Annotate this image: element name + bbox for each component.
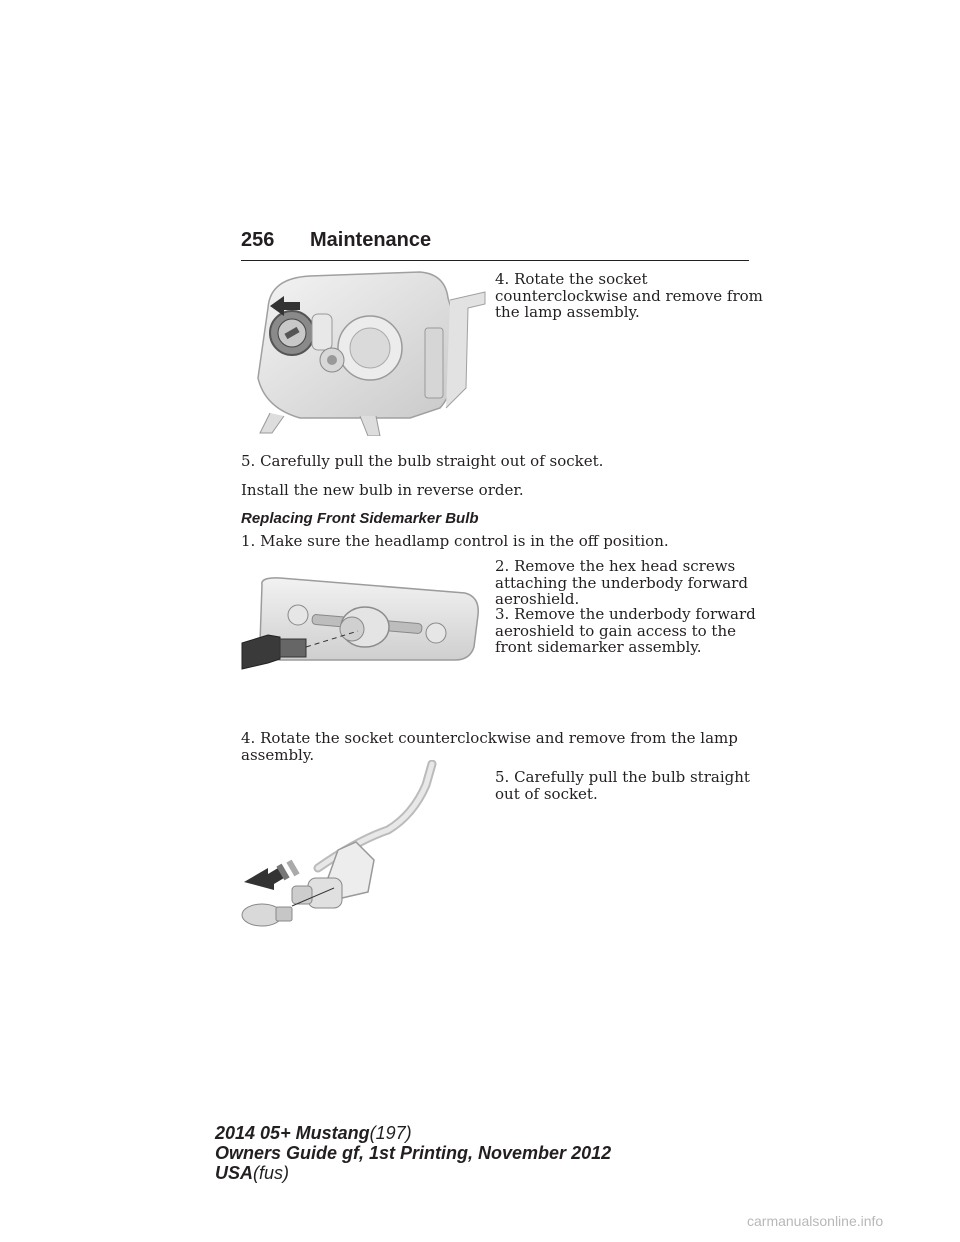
- watermark: carmanualsonline.info: [747, 1213, 884, 1229]
- header-rule: [241, 260, 749, 261]
- footer-market: USA: [215, 1163, 254, 1183]
- sidemarker-lamp-illustration: [240, 575, 490, 680]
- step5-pull-bulb: 5. Carefully pull the bulb straight out of socket.: [241, 452, 604, 470]
- step3-remove-aeroshield: 3. Remove the underbody forward aeroshield to gain access to the front sidemarker assembly.: [495, 605, 756, 656]
- step4-rotate-socket: 4. Rotate the socket counterclockwise and remove from the lamp assembly.: [495, 270, 763, 321]
- footer-market-code: (fus): [253, 1163, 290, 1183]
- step1-headlamp-off: 1. Make sure the headlamp control is in the off position.: [241, 532, 669, 550]
- step5-pull-bulb-b: 5. Carefully pull the bulb straight out of socket.: [495, 768, 750, 803]
- install-instruction: Install the new bulb in reverse order.: [241, 481, 524, 499]
- headlamp-socket-illustration: [240, 268, 490, 436]
- footer-guide: Owners Guide gf, 1st Printing, November 2012: [215, 1143, 612, 1163]
- page-number: 256: [241, 229, 275, 251]
- footer-model: 2014 05+ Mustang: [215, 1123, 370, 1143]
- step2-remove-screws: 2. Remove the hex head screws attaching the underbody forward aeroshield.: [495, 557, 748, 608]
- bulb-socket-illustration: [238, 760, 488, 935]
- section-title: Maintenance: [310, 229, 432, 251]
- page-header: [241, 228, 749, 262]
- subheading: Replacing Front Sidemarker Bulb: [241, 510, 479, 527]
- step4-rotate-socket-b: 4. Rotate the socket counterclockwise and remove from the lamp assembly.: [241, 729, 738, 764]
- document-footer: [215, 1123, 611, 1183]
- footer-model-code: (197): [369, 1123, 412, 1143]
